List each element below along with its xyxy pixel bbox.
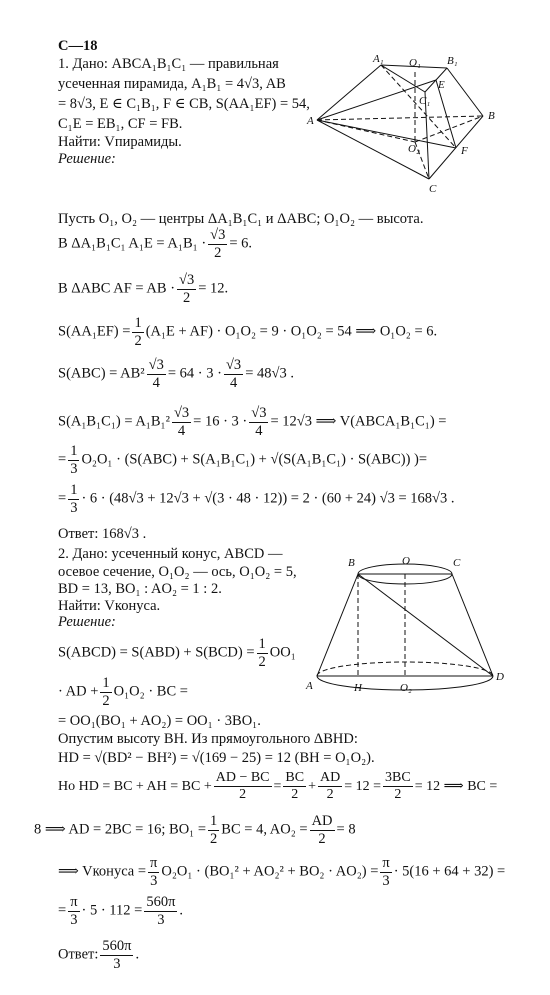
- p2-step-volume-formula: ⟹ Vконуса = $\frac{\pi}{3}$ O₂O₁ · (BO₁² + AO₂² + BO₂ · AO₂) = $\frac{\pi}{3}$ · 5(16 + 64 + 32) =: [58, 855, 506, 889]
- p1-given-line-2: усеченная пирамида, A₁B₁ = 4√3, AB: [58, 76, 286, 92]
- p2-given-line-3: BD = 13, BO₁ : AO₂ = 1 : 2.: [58, 581, 222, 597]
- p1-step-a1e: В ΔA₁B₁C₁ A₁E = A₁B₁ · $\frac{√3}{2}$ = 6.: [58, 227, 253, 261]
- label-B: B: [348, 557, 355, 569]
- p2-step-height: Опустим высоту BH. Из прямоугольного ΔBHD:: [58, 731, 358, 747]
- p1-step-area-abc: S(ABC) = AB² $\frac{√3}{4}$ = 64 · 3 · $\frac{√3}{4}$ = 48√3 .: [58, 357, 294, 391]
- p2-step-hd: HD = √(BD² − BH²) = √(169 − 25) = 12 (BH = O₁O₂).: [58, 750, 375, 766]
- p1-step-area-section: S(AA₁EF) = $\frac{1}{2}$ (A₁E + AF) · O₁O₂ = 9 · O₁O₂ = 54 ⟹ O₁O₂ = 6.: [58, 315, 438, 349]
- p2-find: Найти: Vконуса.: [58, 598, 161, 614]
- label-B1: B₁: [447, 55, 458, 67]
- label-O2: O₂: [400, 682, 412, 694]
- label-F: F: [461, 145, 468, 157]
- label-A: A: [306, 680, 313, 692]
- p2-step-bc: Но HD = BC + AH = BC + $\frac{AD - BC}{2}$ = $\frac{BC}{2}$ + $\frac{AD}{2}$ = 12 = $\frac{3BC}{2}$ = 12 ⟹ BC =: [58, 770, 498, 803]
- p2-step-lengths: 8 ⟹ AD = 2BC = 16; BO₁ = $\frac{1}{2}$ BC = 4, AO₂ = $\frac{AD}{2}$ = 8: [34, 813, 356, 847]
- label-C: C: [453, 557, 461, 569]
- label-D: D: [496, 671, 504, 683]
- p1-given-line-4: C₁E = EB₁, CF = FB.: [58, 116, 183, 132]
- p2-step-volume-value: = $\frac{\pi}{3}$ · 5 · 112 = $\frac{560\pi}{3}$ .: [58, 894, 184, 928]
- page-title: С—18: [58, 38, 98, 54]
- p2-solution-heading: Решение:: [58, 614, 116, 630]
- label-C1: C₁: [419, 95, 431, 107]
- p2-given-line-2: осевое сечение, O₁O₂ — ось, O₁O₂ = 5,: [58, 564, 297, 580]
- label-E: E: [438, 79, 445, 91]
- p2-step-area-2: · AD + $\frac{1}{2}$ O₁O₂ · BC =: [58, 675, 188, 709]
- label-C: C: [429, 183, 437, 195]
- p1-step-centers: Пусть O₁, O₂ — центры ΔA₁B₁C₁ и ΔABC; O₁O₂ — высота.: [58, 211, 424, 227]
- label-A1: A₁: [373, 53, 384, 65]
- pyramid-figure: [305, 52, 515, 197]
- label-H: H: [354, 682, 362, 694]
- label-A: A: [307, 115, 314, 127]
- label-O: O: [402, 555, 410, 567]
- p1-step-area-a1b1c1: S(A₁B₁C₁) = A₁B₁² $\frac{√3}{4}$ = 16 · 3 · $\frac{√3}{4}$ = 12√3 ⟹ V(ABCA₁B₁C₁) =: [58, 405, 447, 439]
- p1-solution-heading: Решение:: [58, 151, 116, 167]
- p2-given-line-1: 2. Дано: усеченный конус, ABCD —: [58, 546, 283, 562]
- p1-step-af: В ΔABC AF = AB · $\frac{√3}{2}$ = 12.: [58, 272, 229, 306]
- p1-step-volume-value: = $\frac{1}{3}$ · 6 · (48√3 + 12√3 + √(3 · 48 · 12)) = 2 · (60 + 24) √3 = 168√3 .: [58, 482, 455, 516]
- p1-find: Найти: Vпирамиды.: [58, 134, 182, 150]
- p2-answer: Ответ: $\frac{560\pi}{3}$ .: [58, 938, 140, 972]
- p2-step-area-1: S(ABCD) = S(ABD) + S(BCD) = $\frac{1}{2}$ OO₁: [58, 636, 296, 670]
- p1-answer: Ответ: 168√3 .: [58, 526, 147, 542]
- cone-figure: [300, 550, 510, 700]
- p1-step-volume-formula: = $\frac{1}{3}$ O₂O₁ · (S(ABC) + S(A₁B₁C₁) + √(S(A₁B₁C₁) · S(ABC)) )=: [58, 443, 428, 477]
- label-B: B: [488, 110, 495, 122]
- label-O1: O₁: [409, 57, 421, 69]
- p2-step-area-3: = OO₁(BO₁ + AO₂) = OO₁ · 3BO₁.: [58, 713, 261, 729]
- label-O2: O₂: [408, 143, 420, 155]
- p1-given-line-3: = 8√3, E ∈ C₁B₁, F ∈ CB, S(AA₁EF) = 54,: [58, 96, 310, 112]
- p1-given-line-1: 1. Дано: ABCA₁B₁C₁ — правильная: [58, 56, 279, 72]
